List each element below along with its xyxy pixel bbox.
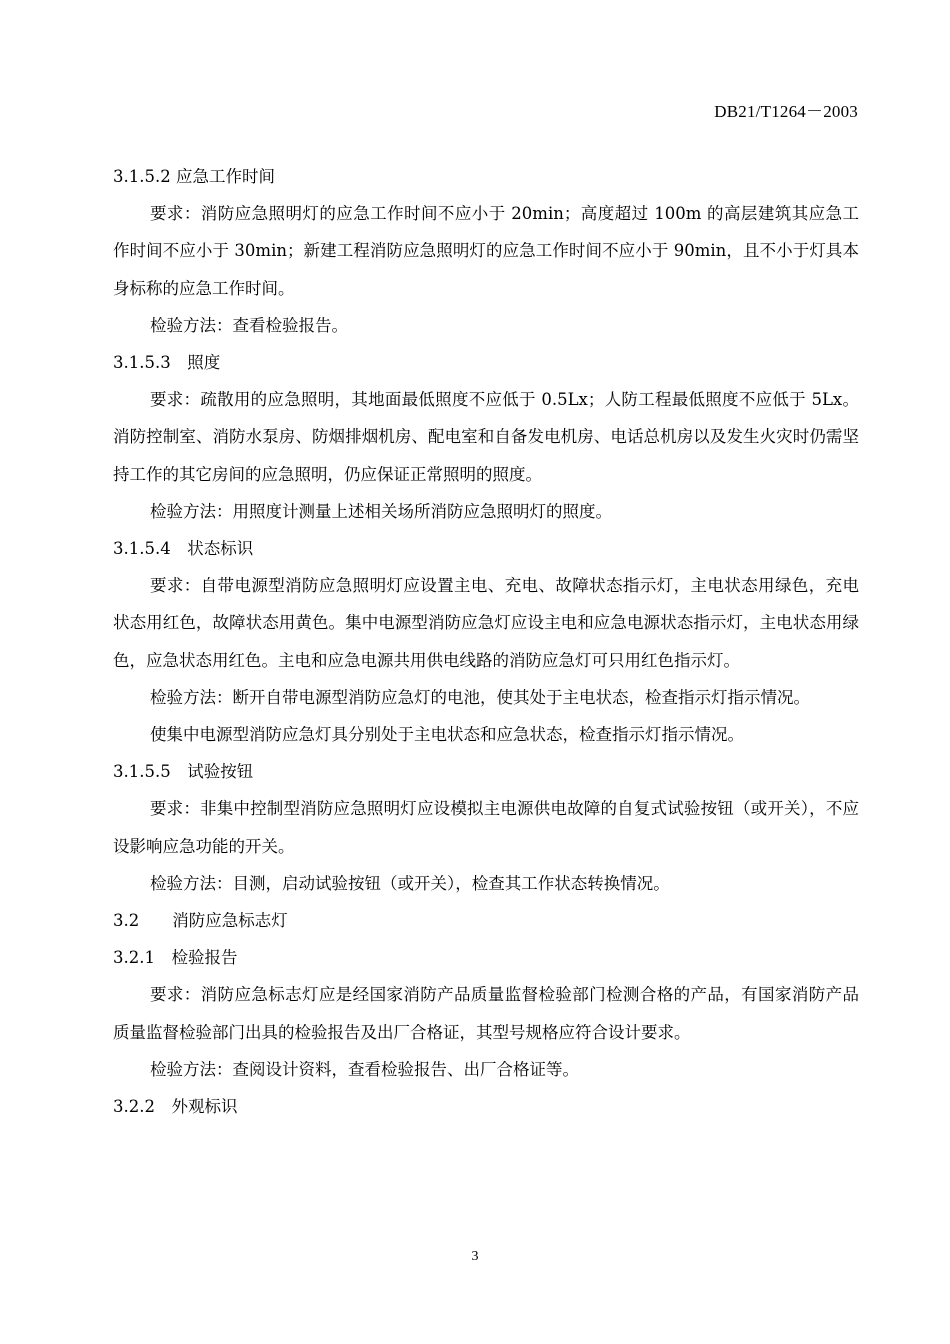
body-paragraph: 要求：疏散用的应急照明，其地面最低照度不应低于 0.5Lx；人防工程最低照度不应低于 5Lx。消防控制室、消防水泵房、防烟排烟机房、配电室和自备发电机房、电话总机房以及发生火灾时仍需坚持工作的其它房间的应急照明，仍应保证正常照明的照度。: [113, 390, 859, 484]
body-paragraph: 检验方法：目测，启动试验按钮（或开关），检查其工作状态转换情况。: [150, 873, 670, 893]
document-body: [113, 158, 859, 1125]
section-heading: 3.2.1 检验报告: [113, 948, 238, 968]
body-paragraph: 要求：消防应急照明灯的应急工作时间不应小于 20min；高度超过 100m 的高层建筑其应急工作时间不应小于 30min；新建工程消防应急照明灯的应急工作时间不应小于 90min，且不小于灯具本身标称的应急工作时间。: [113, 204, 859, 298]
body-paragraph: 检验方法：查阅设计资料，查看检验报告、出厂合格证等。: [150, 1059, 579, 1079]
body-paragraph: 检验方法：用照度计测量上述相关场所消防应急照明灯的照度。: [150, 501, 612, 521]
body-paragraph: 使集中电源型消防应急灯具分别处于主电状态和应急状态，检查指示灯指示情况。: [150, 725, 744, 745]
body-paragraph: 要求：消防应急标志灯应是经国家消防产品质量监督检验部门检测合格的产品，有国家消防产品质量监督检验部门出具的检验报告及出厂合格证，其型号规格应符合设计要求。: [113, 985, 859, 1042]
body-paragraph: 检验方法：查看检验报告。: [150, 315, 348, 335]
document-id: DB21/T1264－2003: [714, 102, 858, 121]
section-heading: 3.1.5.2 应急工作时间: [113, 167, 275, 186]
section-heading: 3.2 消防应急标志灯: [113, 911, 288, 931]
body-paragraph: 检验方法：断开自带电源型消防应急灯的电池，使其处于主电状态，检查指示灯指示情况。: [150, 687, 810, 707]
section-heading: 3.1.5.5 试验按钮: [113, 762, 254, 782]
section-heading: 3.2.2 外观标识: [113, 1097, 238, 1117]
page-number: 3: [471, 1249, 479, 1264]
section-heading: 3.1.5.3 照度: [113, 353, 221, 373]
body-paragraph: 要求：非集中控制型消防应急照明灯应设模拟主电源供电故障的自复式试验按钮（或开关），不应设影响应急功能的开关。: [113, 799, 859, 856]
section-heading: 3.1.5.4 状态标识: [113, 539, 254, 559]
body-paragraph: 要求：自带电源型消防应急照明灯应设置主电、充电、故障状态指示灯，主电状态用绿色，充电状态用红色，故障状态用黄色。集中电源型消防应急灯应设主电和应急电源状态指示灯，主电状态用绿色，应急状态用红色。主电和应急电源共用供电线路的消防应急灯可只用红色指示灯。: [113, 576, 859, 670]
